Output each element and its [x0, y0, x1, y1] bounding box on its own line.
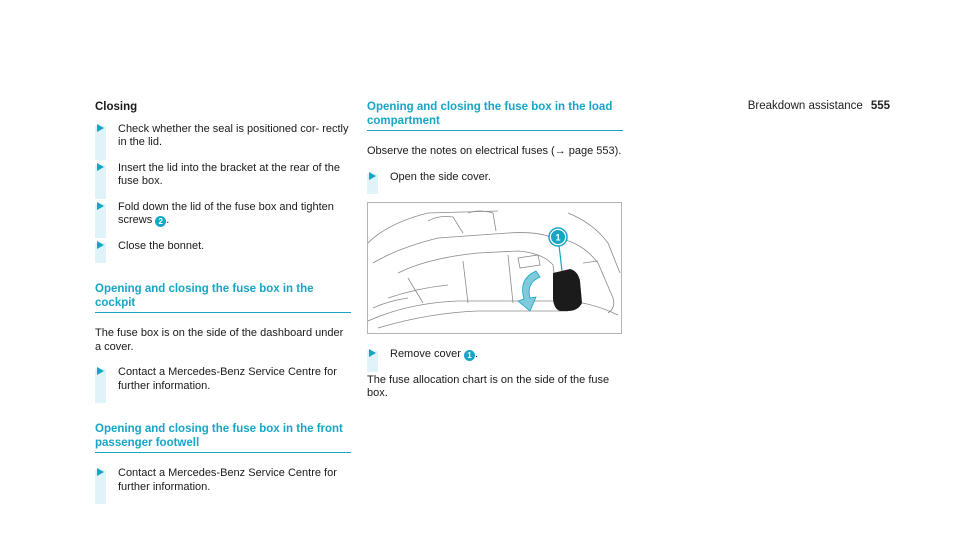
load-text-2: The fuse allocation chart is on the side of the fuse box.	[367, 373, 610, 399]
car-trunk-drawing	[368, 203, 621, 333]
right-column	[367, 101, 623, 413]
running-header	[748, 100, 890, 112]
step-arrow-icon	[97, 468, 104, 476]
left-column	[95, 101, 351, 506]
footwell-heading: Opening and closing the fuse box in the front passenger footwell	[95, 423, 351, 453]
callout-badge-1: 1	[464, 350, 475, 361]
footwell-step: Contact a Mercedes-Benz Service Centre for further information.	[95, 467, 351, 494]
load-compartment-illustration	[367, 202, 622, 334]
closing-step-1: Check whether the seal is positioned cor- rectly in the lid.	[95, 123, 351, 150]
closing-heading: Closing	[95, 101, 138, 113]
cockpit-text: The fuse box is on the side of the dashboard under a cover.	[95, 327, 344, 353]
page-number: 555	[870, 100, 890, 112]
step-arrow-icon	[97, 367, 104, 375]
step-arrow-icon	[97, 124, 104, 132]
callout-badge-2: 2	[155, 216, 166, 227]
step-arrow-icon	[369, 172, 376, 180]
step-arrow-icon	[97, 241, 104, 249]
load-text: Observe the notes on electrical fuses (→ page 553).	[367, 145, 622, 157]
load-heading: Opening and closing the fuse box in the load compartment	[367, 101, 623, 131]
closing-step-3: Fold down the lid of the fuse box and tighten screws 2 .	[95, 201, 351, 228]
figure-callout-1: 1	[555, 232, 561, 243]
load-step-2: Remove cover 1 .	[367, 348, 623, 362]
load-step-1: Open the side cover.	[367, 171, 623, 185]
cockpit-step: Contact a Mercedes-Benz Service Centre for further information.	[95, 366, 351, 393]
closing-step-2: Insert the lid into the bracket at the rear of the fuse box.	[95, 162, 351, 189]
section-title: Breakdown assistance	[747, 100, 863, 112]
step-arrow-icon	[97, 163, 104, 171]
step-arrow-icon	[369, 349, 376, 357]
cockpit-heading: Opening and closing the fuse box in the cockpit	[95, 283, 351, 313]
step-arrow-icon	[97, 202, 104, 210]
closing-step-4: Close the bonnet.	[95, 240, 351, 254]
